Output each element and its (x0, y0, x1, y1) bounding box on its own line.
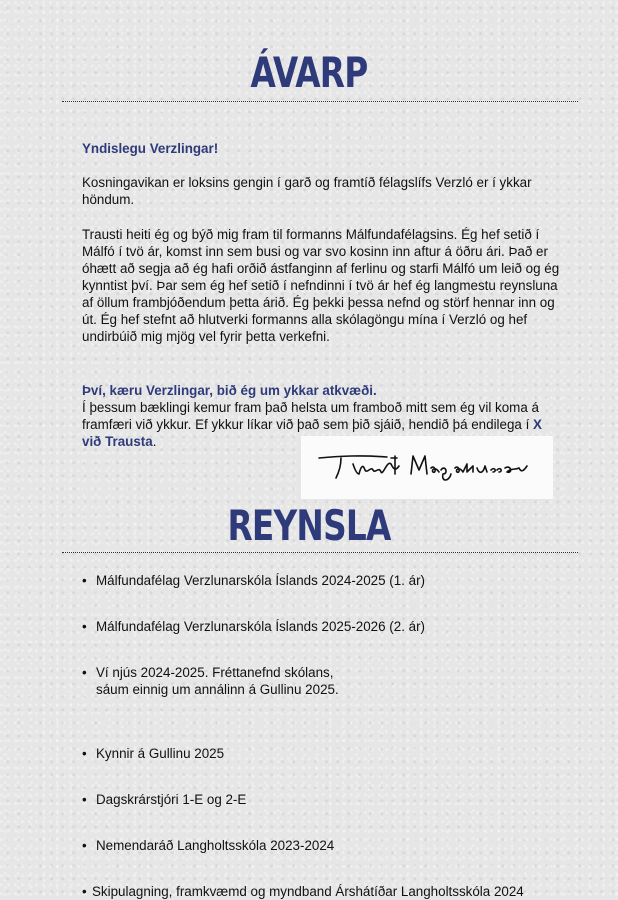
list-item-text: Málfundafélag Verzlunarskóla Íslands 2025-2026 (2. ár) (96, 619, 426, 634)
signature-image (301, 436, 553, 499)
list-item (82, 618, 582, 635)
list-item-text: Skipulagning, framkvæmd og myndband Árshátíðar Langholtsskóla 2024 (92, 884, 524, 899)
list-item-text: Kynnir á Gullinu 2025 (96, 746, 225, 761)
list-item (82, 883, 582, 900)
vote-period: . (152, 434, 157, 449)
list-item-text: Dagskrárstjóri 1-E og 2-E (96, 792, 247, 807)
list-item (82, 664, 582, 698)
bullet: • (82, 838, 87, 853)
list-item (82, 837, 582, 854)
signature-scribble (301, 436, 553, 499)
list-item (82, 745, 582, 762)
avarp-heading: ÁVARP (250, 48, 368, 97)
reynsla-heading: REYNSLA (227, 501, 391, 550)
experience-list (82, 572, 582, 899)
greeting: Yndislegu Verzlingar! (82, 141, 219, 156)
list-item (82, 791, 582, 808)
bullet: • (82, 884, 87, 899)
list-item (82, 572, 582, 589)
reynsla-divider (62, 552, 578, 553)
list-item-text: sáum einnig um annálinn á Gullinu 2025. (96, 682, 339, 697)
avarp-divider (62, 101, 578, 102)
bullet: • (82, 746, 87, 761)
list-item-text: Málfundafélag Verzlunarskóla Íslands 2024-2025 (1. ár) (96, 573, 426, 588)
bullet: • (82, 665, 87, 680)
vote-ask: Því, kæru Verzlingar, bið ég um ykkar atkvæði. (82, 383, 377, 398)
candidate-paragraph: Trausti heiti ég og býð mig fram til formanns Málfundafélagsins. Ég hef setið í Málfó í tvö ár, komst inn sem busi og var svo kosinn inn aftur á öðru ári. Það er óhætt að segja að ég hafi orðið ástfanginn af ferlinu og starfi Málfó um leið og ég kynntist því. Þar sem ég hef setið í nefndinni í tvö ár hef ég langmestu reynsluna af öllum frambjóðendum þetta árið. Ég þekki þessa nefnd og störf hennar inn og út. Ég hef stefnt að hlutverki formanns alla skólagöngu mína í Verzló og hef undirbúið mig mjög vel fyrir þetta verkefni. (82, 227, 560, 344)
vote-text: Í þessum bæklingi kemur fram það helsta um framboð mitt sem ég vil koma á framfæri við ykkur. Ef ykkur líkar við það sem þið sjáið, hendið þá endilega í (82, 400, 539, 432)
bullet: • (82, 792, 87, 807)
list-item-text: Nemendaráð Langholtsskóla 2023-2024 (96, 838, 335, 853)
bullet: • (82, 619, 87, 634)
vote-x-label: X við Trausta (82, 417, 542, 449)
bullet: • (82, 573, 87, 588)
list-item-text: Ví njús 2024-2025. Fréttanefnd skólans, (96, 665, 334, 680)
intro-paragraph: Kosningavikan er loksins gengin í garð og framtíð félagslífs Verzló er í ykkar höndum. (82, 175, 532, 207)
